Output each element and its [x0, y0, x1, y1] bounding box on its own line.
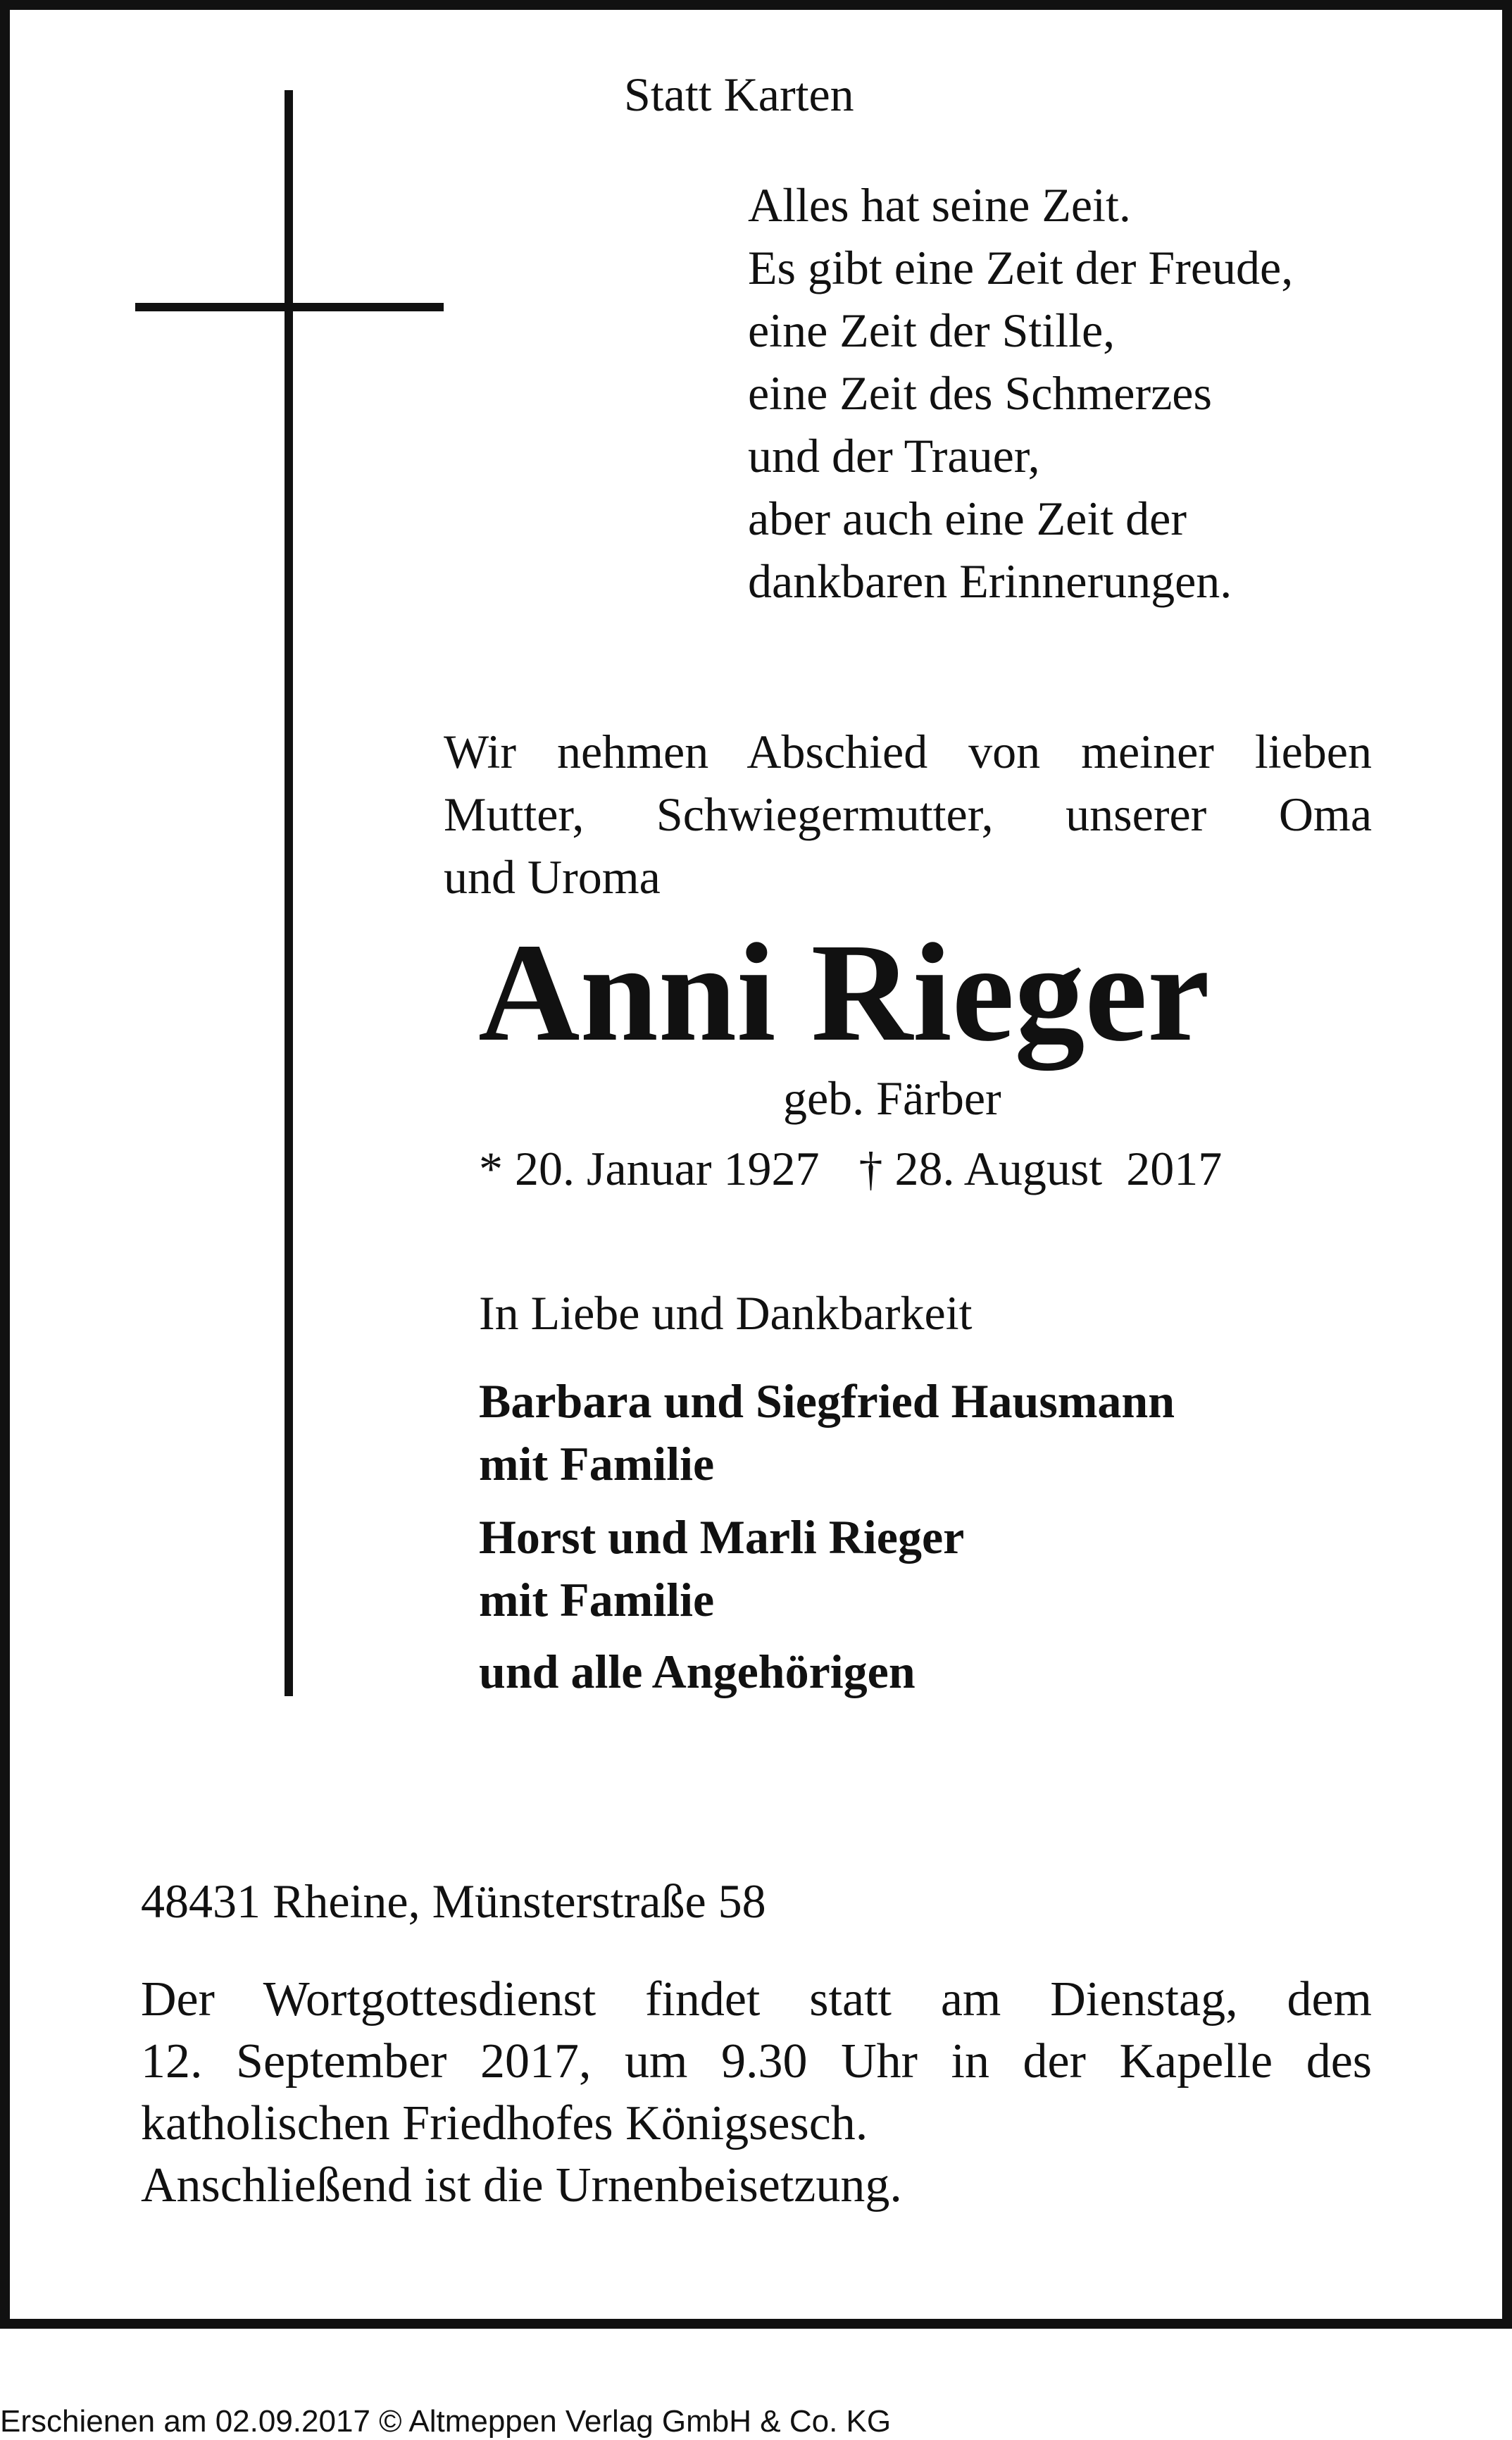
mourner-group	[479, 1506, 964, 1631]
life-dates	[479, 1138, 1222, 1200]
mourner-group	[479, 1641, 916, 1703]
poem	[748, 174, 1293, 613]
poem-line: Es gibt eine Zeit der Freude,	[748, 241, 1294, 294]
header-statt-karten: Statt Karten	[624, 68, 854, 121]
service-info	[141, 1969, 1372, 2217]
service-line: Anschließend ist die Urnenbeisetzung.	[141, 2158, 902, 2212]
mourner-line: Barbara und Siegfried Hausmann	[479, 1374, 1175, 1428]
poem-line: eine Zeit des Schmerzes	[748, 366, 1212, 420]
birth-date: * 20. Januar 1927	[479, 1142, 820, 1195]
closing-phrase: In Liebe und Dankbarkeit	[479, 1286, 973, 1340]
death-date: † 28. August 2017	[858, 1142, 1223, 1195]
intro-text	[444, 721, 1372, 909]
service-line: katholischen Friedhofes Königsesch.	[141, 2096, 868, 2150]
service-line: Der Wortgottesdienst findet statt am Dienstag, dem	[141, 1972, 1372, 2027]
poem-line: Alles hat seine Zeit.	[748, 178, 1131, 232]
intro-line: Wir nehmen Abschied von meiner lieben	[444, 725, 1372, 778]
intro-line: und Uroma	[444, 850, 661, 904]
service-line: 12. September 2017, um 9.30 Uhr in der Kapelle des	[141, 2034, 1372, 2089]
poem-line: dankbaren Erinnerungen.	[748, 554, 1232, 608]
poem-line: aber auch eine Zeit der	[748, 492, 1187, 545]
cross-icon-vertical-bar	[285, 90, 293, 1696]
publication-footer: Erschienen am 02.09.2017 © Altmeppen Verlag GmbH & Co. KG	[0, 2404, 892, 2439]
maiden-name: geb. Färber	[783, 1071, 1001, 1125]
mourner-line: Horst und Marli Rieger	[479, 1510, 965, 1564]
poem-line: eine Zeit der Stille,	[748, 304, 1116, 357]
mourner-group	[479, 1370, 1175, 1495]
address: 48431 Rheine, Münsterstraße 58	[141, 1874, 766, 1928]
poem-line: und der Trauer,	[748, 429, 1040, 483]
cross-icon-horizontal-bar	[135, 303, 444, 311]
mourner-line: mit Familie	[479, 1437, 715, 1490]
deceased-name: Anni Rieger	[478, 915, 1210, 1071]
mourner-line: mit Familie	[479, 1573, 715, 1626]
intro-line: Mutter, Schwiegermutter, unserer Oma	[444, 788, 1372, 841]
mourner-line: und alle Angehörigen	[479, 1645, 916, 1698]
